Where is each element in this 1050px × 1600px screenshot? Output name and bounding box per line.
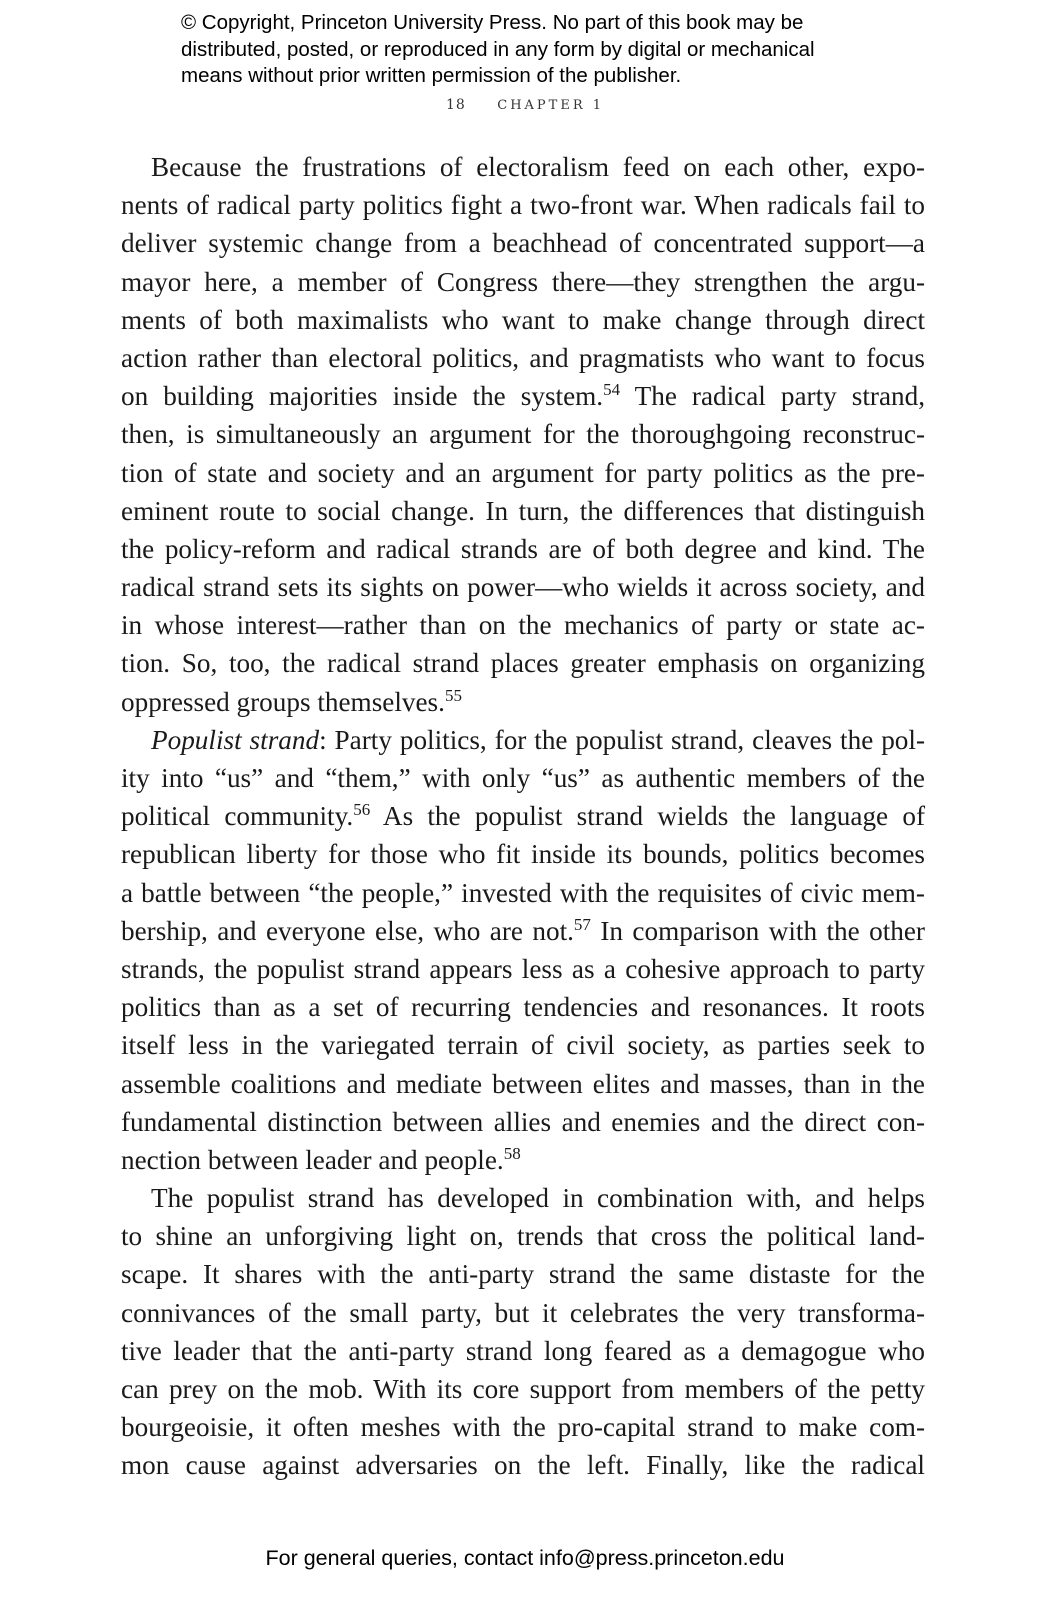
text-line: republican liberty for those who fit inside its bounds, politics becomes [121,839,925,870]
text-line: can prey on the mob. With its core support from members of the petty [121,1374,925,1404]
text-line [121,377,925,415]
text-line: bourgeoisie, it often meshes with the pro-capital strand to make com- [121,1412,925,1443]
text-segment: oppressed groups themselves. [121,686,445,717]
text-line: the policy-reform and radical strands are of both degree and kind. The [121,533,925,564]
page-number: 18 [445,97,466,113]
footnote-ref: 54 [603,380,621,400]
text-segment: bership, and everyone else, who are not. [121,915,574,946]
footnote-ref: 56 [353,800,371,820]
footnote-ref: 57 [573,914,591,934]
text-line [121,683,925,721]
text-line: deliver systemic change from a beachhead of concentrated support—a [121,228,925,259]
text-line: strands, the populist strand appears less as a cohesive approach to party [121,953,925,984]
text-line: ments of both maximalists who want to make change through direct [121,304,925,335]
running-head [0,97,1050,113]
text-line: assemble coalitions and mediate between elites and masses, than in the [121,1068,925,1099]
text-segment: In comparison with the other [590,915,925,946]
text-line: eminent route to social change. In turn, the differences that distinguish [121,495,925,526]
copyright-line: © Copyright, Princeton University Press. No part of this book may be [181,11,804,34]
text-line: to shine an unforgiving light on, trends that cross the political land- [121,1221,925,1252]
text-line: a battle between “the people,” invested with the requisites of civic mem- [121,877,925,908]
text-line: fundamental distinction between allies and enemies and the direct con- [121,1106,925,1137]
chapter-label: CHAPTER 1 [497,98,605,113]
copyright-line: means without prior written permission of the publisher. [181,64,682,87]
text-line: mon cause against adversaries on the left. Finally, like the radical [121,1450,925,1481]
text-line: scape. It shares with the anti-party strand the same distaste for the [121,1259,925,1290]
text-segment: nection between leader and people. [121,1144,504,1175]
text-line: connivances of the small party, but it celebrates the very transforma- [121,1297,925,1328]
text-line: The populist strand has developed in combination with, and helps [151,1183,925,1214]
copyright-notice [181,10,901,90]
text-line: tion of state and society and an argument for party politics as the pre- [121,457,925,488]
text-segment: : Party politics, for the populist strand, cleaves the pol- [319,724,925,755]
text-line: nents of radical party politics fight a two-front war. When radicals fail to [121,190,925,221]
text-line: Because the frustrations of electoralism feed on each other, expo- [151,152,925,182]
text-line [121,797,925,835]
text-line: tion. So, too, the radical strand places greater emphasis on organizing [121,648,925,679]
text-segment: political community. [121,801,354,832]
text-segment: The radical party strand, [634,381,925,412]
text-line: mayor here, a member of Congress there—they strengthen the argu- [121,266,925,297]
text-line: itself less in the variegated terrain of civil society, as parties seek to [121,1030,925,1061]
text-line [121,721,925,759]
text-line: action rather than electoral politics, and pragmatists who want to focus [121,342,925,373]
text-line: radical strand sets its sights on power—who wields it across society, and [121,572,925,603]
text-line: tive leader that the anti-party strand long feared as a demagogue who [121,1335,925,1366]
text-line: politics than as a set of recurring tendencies and resonances. It roots [121,992,925,1023]
text-line: then, is simultaneously an argument for the thoroughgoing reconstruc- [121,419,925,450]
text-line: ity into “us” and “them,” with only “us” as authentic members of the [121,763,925,793]
text-line [121,1141,925,1179]
text-line: in whose interest—rather than on the mechanics of party or state ac- [121,610,925,641]
footnote-ref: 58 [503,1143,521,1163]
copyright-line: distributed, posted, or reproduced in any form by digital or mechanical [181,37,815,61]
footnote-ref: 55 [444,685,462,705]
text-segment: As the populist strand wields the language of [370,801,925,832]
text-line [121,912,925,950]
italic-lead: Populist strand [151,724,320,755]
footer-contact: For general queries, contact info@press.princeton.edu [265,1546,785,1570]
text-segment: on building majorities inside the system. [121,381,604,412]
body-text [121,148,925,1485]
